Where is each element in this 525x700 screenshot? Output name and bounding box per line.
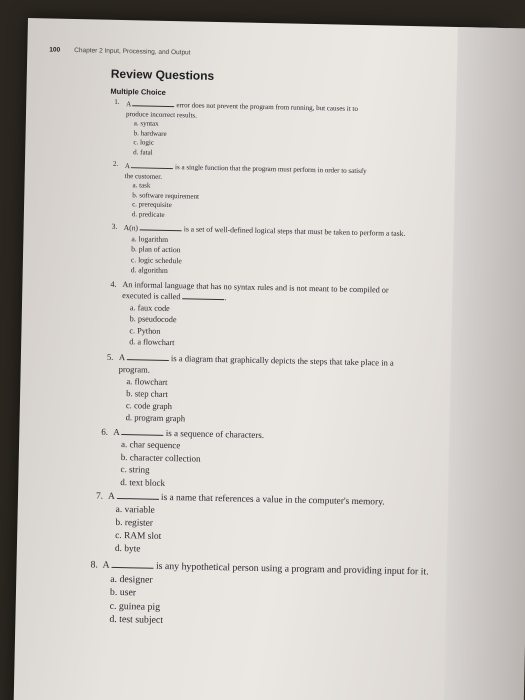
answer-blank — [131, 160, 173, 169]
option-a: a. char sequence — [120, 439, 181, 451]
answer-blank — [182, 291, 227, 303]
option-b: b. user — [109, 586, 137, 599]
option-c: c. Python — [129, 325, 161, 336]
option-b: b. register — [115, 517, 154, 529]
question-stem-cont: the customer. — [124, 171, 163, 181]
answer-blank — [112, 560, 154, 569]
option-b: b. pseudocode — [129, 314, 177, 325]
answer-blank — [133, 98, 175, 107]
question-7 — [95, 491, 470, 564]
option-d: d. algorithm — [130, 265, 168, 275]
option-c: c. logic schedule — [130, 254, 182, 265]
question-1 — [113, 98, 478, 165]
question-number: 4. — [110, 279, 117, 289]
option-d: d. byte — [114, 543, 141, 555]
option-b: b. step chart — [126, 387, 169, 399]
option-d: d. fatal — [133, 147, 153, 157]
question-number: 5. — [106, 351, 114, 362]
question-stem-cont: program. — [118, 363, 151, 375]
question-stem-pre: A — [124, 162, 130, 171]
option-c: c. prerequisite — [132, 200, 172, 210]
question-6 — [100, 425, 471, 495]
question-stem-pre: A — [113, 426, 120, 437]
answer-blank — [122, 427, 164, 436]
option-d: d. test subject — [109, 613, 164, 626]
question-number: 6. — [101, 426, 109, 437]
question-stem-post: is a single function that the program must perform in order to satisfy — [174, 163, 367, 176]
section-title: Review Questions — [110, 66, 215, 83]
book-page — [13, 18, 498, 700]
question-number: 7. — [95, 491, 104, 502]
option-c: c. guinea pig — [109, 600, 161, 613]
question-stem-pre: A(n) — [123, 223, 139, 233]
subsection-title: Multiple Choice — [110, 86, 166, 97]
question-stem-pre: A — [118, 351, 125, 362]
question-4 — [109, 278, 474, 355]
option-c: c. RAM slot — [115, 530, 162, 542]
option-b: b. character collection — [120, 451, 201, 464]
answer-blank — [127, 352, 169, 361]
option-b: b. hardware — [133, 128, 167, 138]
option-a: a. task — [132, 181, 151, 190]
chapter-title: Chapter 2 Input, Processing, and Output — [74, 46, 191, 57]
option-a: a. flowchart — [126, 375, 168, 387]
question-stem-end: . — [224, 293, 227, 303]
question-stem-post: is a diagram that graphically depicts the steps that take place in a — [170, 352, 394, 368]
question-stem-post: is a set of well-defined logical steps that must be taken to perform a task. — [183, 224, 406, 238]
option-c: c. code graph — [125, 399, 173, 411]
option-d: d. text block — [120, 476, 166, 488]
question-number: 3. — [111, 221, 118, 231]
option-d: d. program graph — [125, 411, 186, 423]
question-3 — [111, 222, 476, 283]
question-2 — [112, 160, 477, 227]
question-number: 2. — [112, 159, 119, 168]
question-stem-cont: executed is called — [122, 291, 181, 302]
option-a: a. variable — [115, 504, 155, 516]
question-5 — [106, 350, 473, 430]
option-c: c. logic — [133, 138, 155, 147]
question-stem-pre: An informal language that has no syntax rules and is not meant to be compiled or — [122, 279, 389, 295]
option-a: a. logarithm — [131, 233, 169, 244]
option-b: b. plan of action — [131, 244, 181, 255]
question-stem-pre: A — [102, 559, 110, 571]
question-stem-post: is a name that references a value in the computer's memory. — [160, 492, 385, 508]
page-number: 100 — [49, 46, 61, 54]
question-stem-post: is a sequence of characters. — [165, 427, 265, 440]
question-number: 1. — [114, 97, 120, 106]
answer-blank — [140, 222, 182, 231]
option-a: a. designer — [110, 573, 153, 586]
answer-blank — [117, 491, 159, 500]
question-8 — [89, 558, 468, 633]
question-stem-cont: produce incorrect results. — [125, 109, 198, 120]
question-number: 8. — [90, 559, 99, 571]
option-d: d. predicate — [131, 209, 165, 219]
option-b: b. software requirement — [132, 190, 200, 201]
question-stem-post: is any hypothetical person using a program and providing input for it. — [155, 560, 429, 578]
option-d: d. a flowchart — [129, 337, 175, 348]
option-a: a. faux code — [129, 302, 170, 313]
option-a: a. syntax — [133, 119, 159, 128]
question-stem-pre: A — [107, 491, 115, 502]
running-header — [49, 46, 479, 62]
page-content — [37, 46, 479, 633]
question-stem-pre: A — [126, 100, 131, 109]
option-c: c. string — [120, 464, 150, 475]
question-stem-post: error does not prevent the program from running, but causes it to — [176, 101, 358, 113]
